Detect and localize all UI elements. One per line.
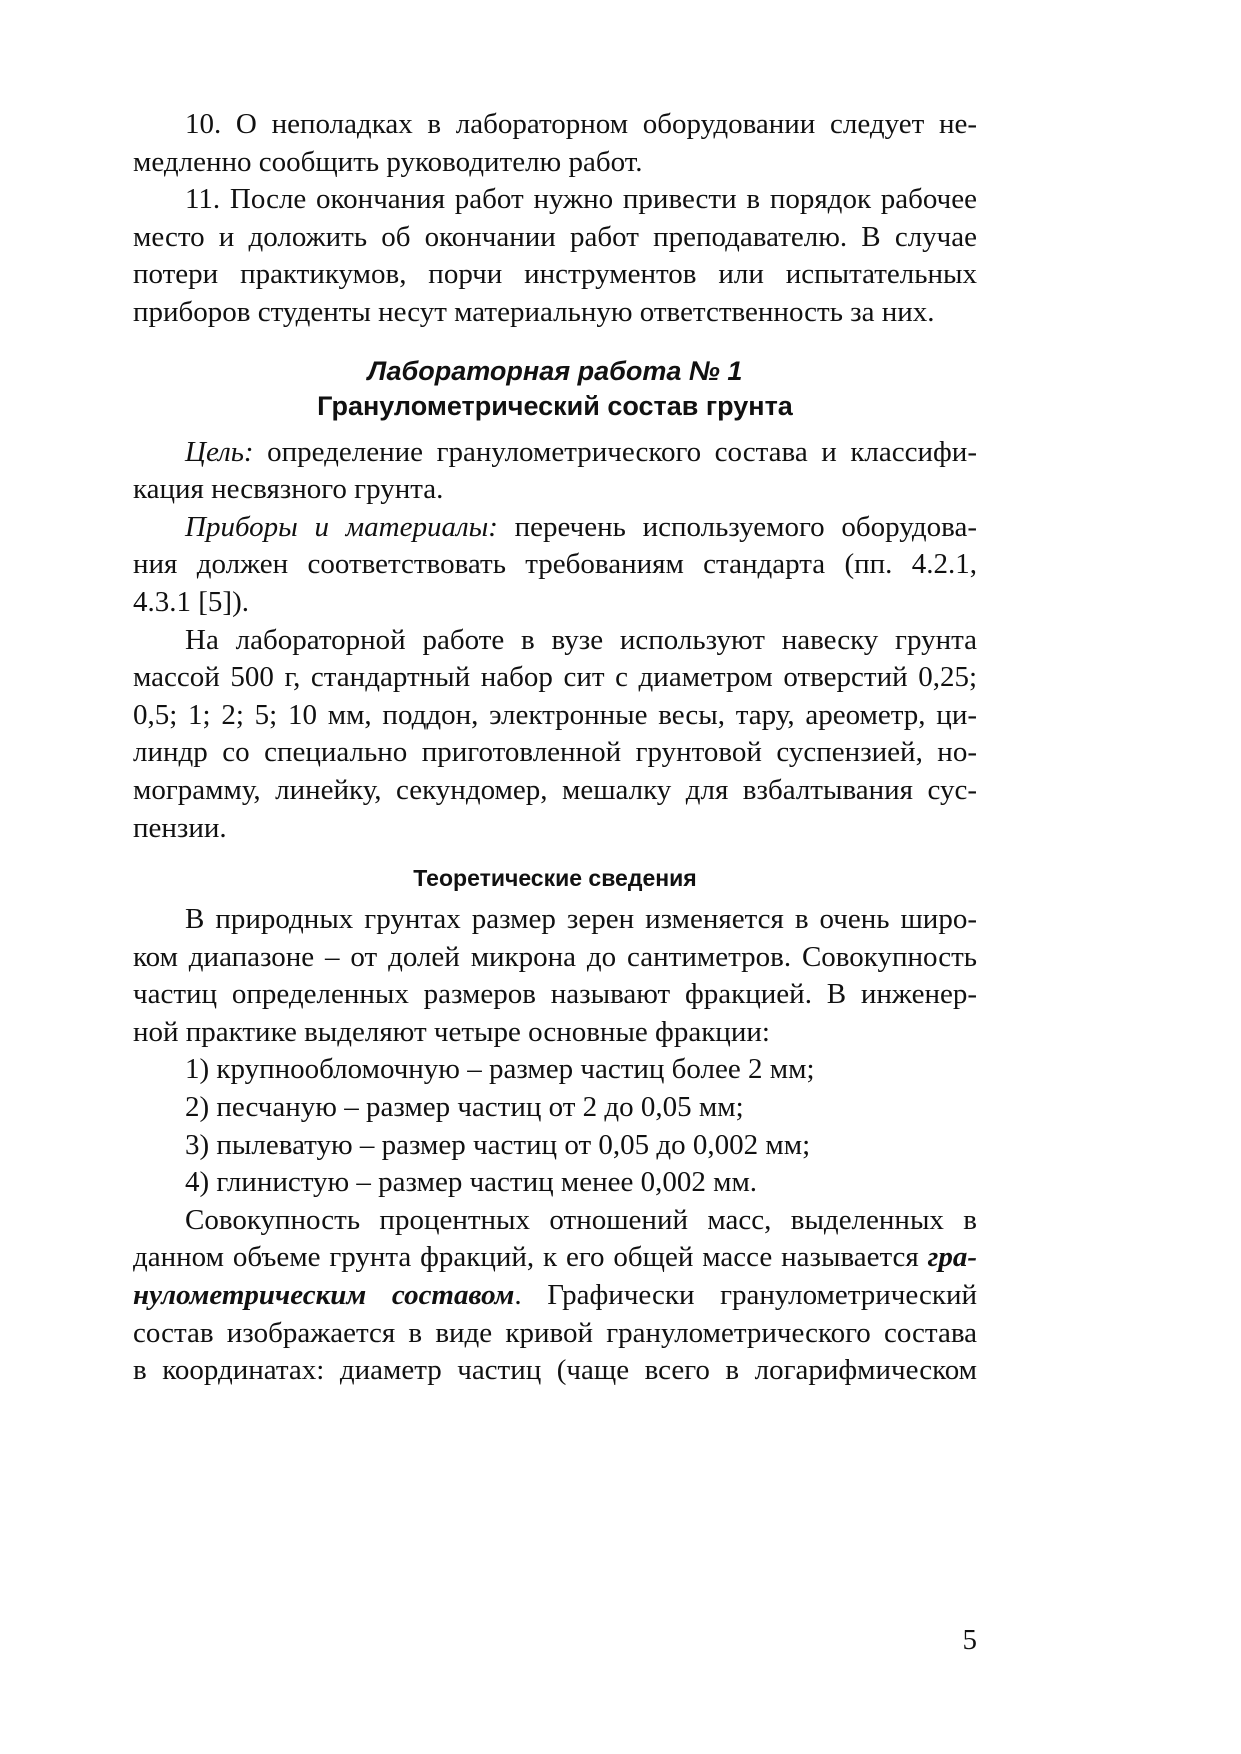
paragraph bbox=[133, 1127, 977, 1165]
text-segment: пензии. bbox=[133, 811, 227, 844]
text-line bbox=[133, 1014, 977, 1052]
text-segment: медленно сообщить руководителю работ. bbox=[133, 145, 643, 178]
text-line bbox=[133, 976, 977, 1014]
text-segment: Совокупность процентных отношений масс, выделенных в bbox=[185, 1203, 977, 1236]
text-segment: массой 500 г, стандартный набор сит с диаметром отверстий 0,25; bbox=[133, 661, 977, 694]
section-heading: Теоретические сведения bbox=[413, 865, 697, 892]
text-line bbox=[133, 471, 977, 509]
text-line bbox=[133, 1315, 977, 1353]
text-segment: 1) крупнообломочную – размер частиц более 2 мм; bbox=[185, 1053, 815, 1086]
text-line bbox=[133, 219, 977, 257]
text-line bbox=[133, 181, 977, 219]
text-segment: В природных грунтах размер зерен изменяется в очень широ- bbox=[185, 903, 977, 936]
text-segment: данном объеме грунта фракций, к его общей массе называется bbox=[133, 1241, 928, 1274]
emphasized-text: Приборы и материалы: bbox=[185, 510, 498, 543]
text-line bbox=[133, 1202, 977, 1240]
text-line bbox=[133, 659, 977, 697]
text-segment: частиц определенных размеров называют фракцией. В инженер- bbox=[133, 978, 977, 1011]
text-segment: 0,5; 1; 2; 5; 10 мм, поддон, электронные весы, тару, ареометр, ци- bbox=[133, 698, 977, 731]
text-line bbox=[133, 1089, 977, 1127]
text-segment: в координатах: диаметр частиц (чаще всего в логарифмическом bbox=[133, 1354, 977, 1387]
paragraph bbox=[133, 181, 977, 331]
emphasized-text: гра- bbox=[927, 1241, 977, 1274]
text-segment: ной практике выделяют четыре основные фракции: bbox=[133, 1015, 770, 1048]
text-line bbox=[133, 256, 977, 294]
text-line bbox=[133, 1352, 977, 1390]
text-line bbox=[133, 294, 977, 332]
text-line bbox=[133, 1051, 977, 1089]
text-line bbox=[133, 734, 977, 772]
text-segment: перечень используемого оборудова- bbox=[497, 510, 977, 543]
emphasized-text: нулометрическим составом bbox=[133, 1279, 515, 1312]
document-page bbox=[133, 106, 977, 1390]
text-line bbox=[133, 622, 977, 660]
text-line bbox=[133, 939, 977, 977]
text-segment: . Графически гранулометрический bbox=[514, 1279, 977, 1312]
text-line bbox=[133, 1239, 977, 1277]
paragraph bbox=[133, 1202, 977, 1390]
paragraph bbox=[133, 622, 977, 848]
text-line bbox=[133, 106, 977, 144]
paragraph bbox=[133, 1164, 977, 1202]
text-segment: место и доложить об окончании работ преподавателю. В случае bbox=[133, 220, 977, 253]
text-segment: На лабораторной работе в вузе используют навеску грунта bbox=[185, 623, 977, 656]
text-line bbox=[133, 546, 977, 584]
text-line bbox=[133, 509, 977, 547]
text-line bbox=[133, 1277, 977, 1315]
text-segment: мограмму, линейку, секундомер, мешалку для взбалтывания сус- bbox=[133, 773, 977, 806]
lab-work-number: Лабораторная работа № 1 bbox=[367, 355, 743, 386]
text-segment: ком диапазоне – от долей микрона до сантиметров. Совокупность bbox=[133, 940, 977, 973]
page-number: 5 bbox=[962, 1624, 977, 1656]
text-line bbox=[133, 144, 977, 182]
text-segment: ния должен соответствовать требованиям стандарта (пп. 4.2.1, bbox=[133, 548, 977, 581]
emphasized-text: Цель: bbox=[185, 435, 254, 468]
text-line bbox=[133, 901, 977, 939]
text-segment: приборов студенты несут материальную ответственность за них. bbox=[133, 295, 935, 328]
text-segment: 10. О неполадках в лабораторном оборудовании следует не- bbox=[185, 108, 977, 140]
paragraph bbox=[133, 901, 977, 1051]
paragraph bbox=[133, 1089, 977, 1127]
paragraph bbox=[133, 509, 977, 622]
text-segment: состав изображается в виде кривой гранулометрического состава bbox=[133, 1316, 977, 1349]
text-segment: линдр со специально приготовленной грунтовой суспензией, но- bbox=[133, 736, 977, 769]
lab-work-title: Гранулометрический состав грунта bbox=[317, 390, 793, 421]
paragraph bbox=[133, 106, 977, 181]
text-line bbox=[133, 810, 977, 848]
paragraph bbox=[133, 434, 977, 509]
text-segment: 4.3.1 [5]). bbox=[133, 585, 249, 618]
text-segment: потери практикумов, порчи инструментов или испытательных bbox=[133, 258, 977, 291]
text-line bbox=[133, 434, 977, 472]
text-line bbox=[133, 697, 977, 735]
text-segment: определение гранулометрического состава и классифи- bbox=[253, 435, 977, 468]
text-line bbox=[133, 772, 977, 810]
text-segment: 11. После окончания работ нужно привести в порядок рабочее bbox=[185, 183, 977, 216]
text-segment: 2) песчаную – размер частиц от 2 до 0,05 мм; bbox=[185, 1091, 744, 1124]
paragraph bbox=[133, 1051, 977, 1089]
text-line bbox=[133, 584, 977, 622]
text-line bbox=[133, 1164, 977, 1202]
text-segment: 3) пылеватую – размер частиц от 0,05 до 0,002 мм; bbox=[185, 1128, 811, 1161]
text-line bbox=[133, 1127, 977, 1165]
text-segment: 4) глинистую – размер частиц менее 0,002 мм. bbox=[185, 1166, 758, 1199]
text-segment: кация несвязного грунта. bbox=[133, 473, 444, 506]
